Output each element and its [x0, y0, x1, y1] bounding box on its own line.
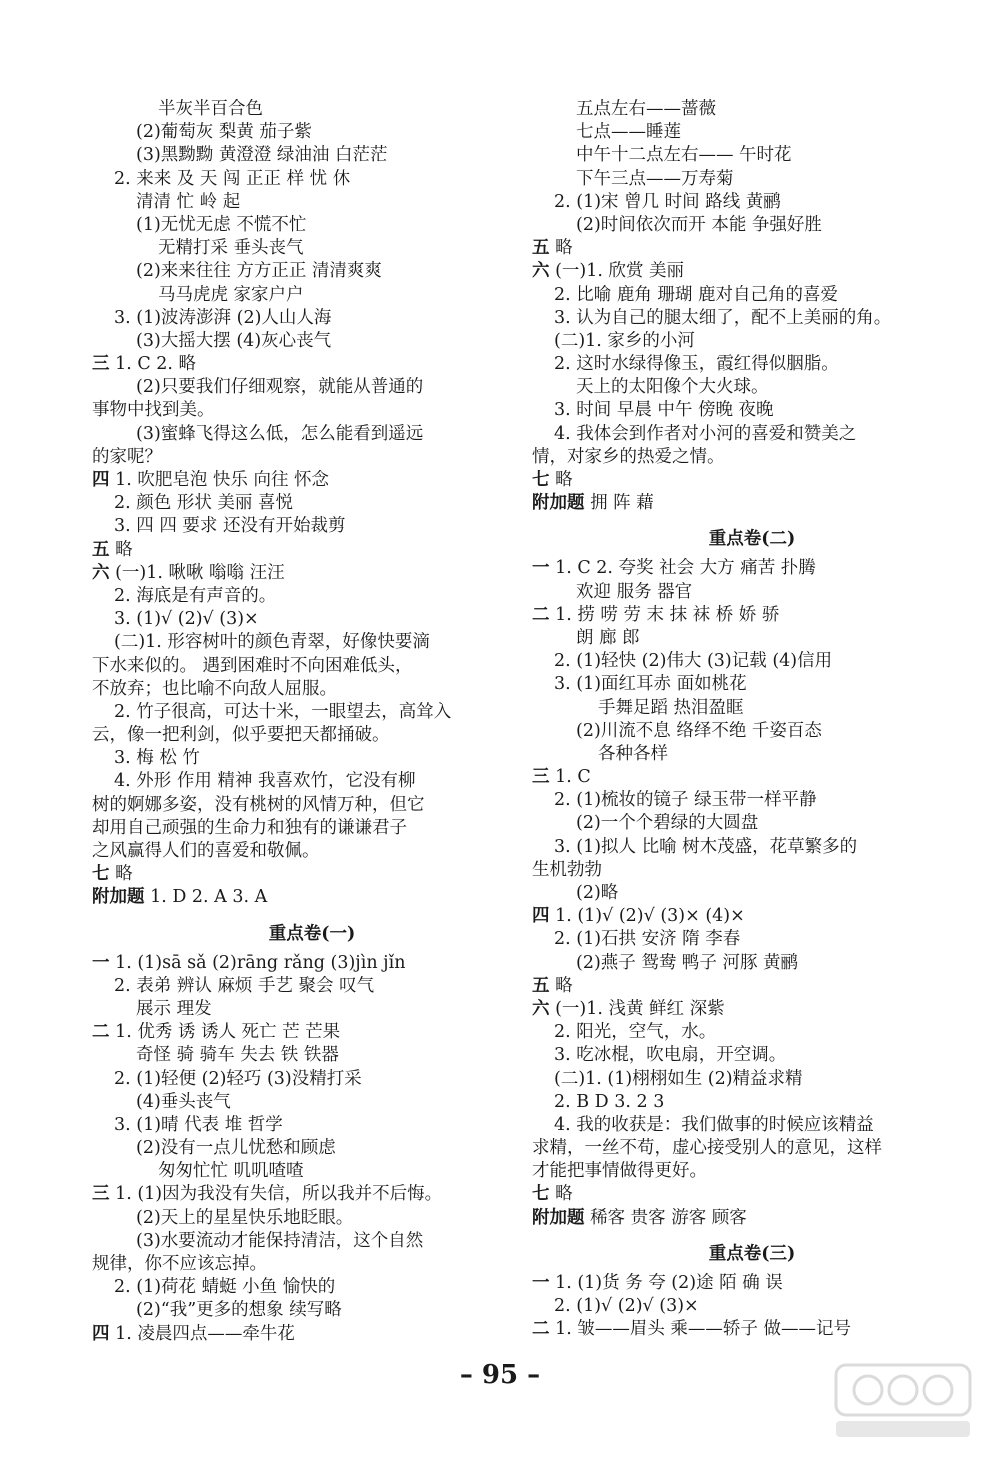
answer-line	[532, 260, 972, 283]
answer-line: 2. 海底是有声音的。	[114, 585, 277, 606]
answer-line	[92, 952, 532, 975]
answer-line: 情，对家乡的热爱之情。	[532, 446, 725, 467]
question-number: 一	[532, 1272, 550, 1293]
answer-line	[532, 1272, 972, 1295]
answer-line: 不放弃；也比喻不向敌人屈服。	[92, 678, 337, 699]
answer-column-right	[532, 98, 972, 1341]
answer-line	[532, 1318, 972, 1341]
answer-text: 1. (1)√ (2)√ (3)× (4)×	[549, 906, 745, 927]
answer-line: (2)只要我们仔细观察，就能从普通的	[136, 377, 424, 398]
question-number: 七	[92, 864, 110, 885]
answer-line: (2)葡萄灰 梨黄 茄子紫	[136, 122, 312, 143]
answer-line	[532, 237, 972, 260]
answer-line: 马马虎虎 家家户户	[158, 284, 304, 305]
answer-text: 1. 皱——眉头 乘——轿子 做——记号	[549, 1319, 851, 1340]
answer-line: 奇怪 骑 骑车 失去 铁 铁器	[136, 1045, 339, 1066]
answer-line: (2)来来往往 方方正正 清清爽爽	[136, 261, 382, 282]
question-number: 附加题	[532, 493, 585, 514]
answer-text: 1. C 2. 夸奖 社会 大方 痛苦 扑腾	[549, 558, 816, 579]
answer-line: 求精，一丝不苟，虚心接受别人的意见，这样	[532, 1138, 882, 1159]
question-number: 三	[92, 354, 110, 375]
answer-line	[92, 539, 532, 562]
answer-line: 3. (1)拟人 比喻 树木茂盛，花草繁多的	[554, 836, 858, 857]
answer-line: 却用自己顽强的生命力和独有的谦谦君子	[92, 817, 407, 838]
answer-line	[532, 1183, 972, 1206]
answer-line: 下水来似的。 遇到困难时不向困难低头，	[92, 655, 413, 676]
answer-line: 2. (1)轻便 (2)轻巧 (3)没精打采	[114, 1068, 362, 1089]
question-number: 三	[92, 1184, 110, 1205]
answer-text: 1. 捞 唠 劳 末 抹 袜 桥 娇 骄	[549, 604, 780, 625]
answer-line: (3)蜜蜂飞得这么低，怎么能看到遥远	[136, 423, 424, 444]
answer-line: 2. 阳光，空气，水。	[554, 1022, 717, 1043]
answer-line: 2. 比喻 鹿角 珊瑚 鹿对自己角的喜爱	[554, 284, 838, 305]
answer-text: 1. (1)因为我没有失信，所以我并不后悔。	[109, 1184, 443, 1205]
answer-line	[532, 604, 972, 627]
answer-line: (2)川流不息 络绎不绝 千姿百态	[576, 720, 822, 741]
question-number: 七	[532, 470, 550, 490]
answer-line: 4. 外形 作用 精神 我喜欢竹，它没有柳	[114, 771, 416, 792]
answer-line: 半灰半百合色	[158, 99, 263, 119]
answer-line: (2)天上的星星快乐地眨眼。	[136, 1207, 354, 1228]
answer-line: 3. (1)面红耳赤 面如桃花	[554, 674, 747, 695]
answer-line: 展示 理发	[136, 998, 212, 1019]
question-number: 五	[532, 975, 550, 996]
answer-line: (2)略	[576, 883, 619, 903]
answer-line: 朗 廊 郎	[576, 627, 640, 648]
answer-line: 生机勃勃	[532, 859, 602, 880]
answer-line	[92, 1323, 532, 1346]
question-number: 四	[92, 470, 110, 490]
answer-line: 事物中找到美。	[92, 400, 215, 421]
answer-line: 2. B D 3. 2 3	[554, 1091, 665, 1112]
question-number: 一	[532, 558, 550, 579]
answer-line: 2. 来来 及 天 闯 正正 样 忧 休	[114, 168, 351, 189]
answer-line: (4)垂头丧气	[136, 1091, 231, 1112]
answer-line: 3. (1)波涛澎湃 (2)人山人海	[114, 307, 332, 328]
answer-line: 2. (1)√ (2)√ (3)×	[554, 1296, 699, 1316]
answer-line: 欢迎 服务 器官	[576, 581, 693, 602]
answer-text: 1. D 2. A 3. A	[144, 887, 268, 908]
answer-line: 3. 梅 松 竹	[114, 748, 200, 769]
answer-line	[532, 492, 972, 515]
answer-line: (二)1. (1)栩栩如生 (2)精益求精	[554, 1068, 803, 1089]
answer-line: 2. (1)荷花 蜻蜓 小鱼 愉快的	[114, 1277, 336, 1298]
answer-text: 1. (1)sā sǎ (2)rāng rǎng (3)jìn jǐn	[109, 952, 406, 973]
answer-line: 4. 我体会到作者对小河的喜爱和赞美之	[554, 423, 857, 444]
answer-line: (3)大摇大摆 (4)灰心丧气	[136, 330, 332, 351]
answer-line: 2. (1)石拱 安济 隋 李春	[554, 929, 741, 950]
answer-line: (2)燕子 鸳鸯 鸭子 河豚 黄鹂	[576, 952, 799, 973]
answer-line	[532, 557, 972, 580]
answer-line	[532, 905, 972, 928]
answer-line: 3. (1)√ (2)√ (3)×	[114, 609, 259, 630]
question-number: 附加题	[532, 1207, 585, 1228]
answer-line: 3. (1)晴 代表 堆 哲学	[114, 1114, 283, 1135]
answer-line	[92, 1021, 532, 1044]
answer-text: (一)1. 欣赏 美丽	[549, 261, 685, 282]
answer-line	[92, 469, 532, 492]
answer-text: 稀客 贵客 游客 顾客	[584, 1207, 747, 1228]
answer-line: 2. 竹子很高，可达十米，一眼望去，高耸入	[114, 701, 452, 722]
question-number: 六	[532, 998, 550, 1019]
answer-line: 规律，你不应该忘掉。	[92, 1254, 267, 1274]
answer-line	[532, 998, 972, 1021]
answer-line: 之风赢得人们的喜爱和敬佩。	[92, 841, 320, 861]
answer-line	[92, 863, 532, 886]
answer-text: 略	[109, 539, 133, 560]
answer-line: 各种各样	[598, 743, 668, 764]
answer-line: (2)一个个碧绿的大圆盘	[576, 813, 759, 834]
answer-line	[92, 562, 532, 585]
answer-line: (二)1. 家乡的小河	[554, 330, 695, 351]
answer-line: 下午三点——万寿菊	[576, 168, 734, 189]
question-number: 二	[92, 1022, 110, 1043]
answer-line	[532, 975, 972, 998]
question-number: 五	[532, 238, 550, 259]
answer-text: 略	[549, 470, 573, 490]
answer-line	[92, 1183, 532, 1206]
question-number: 五	[92, 539, 110, 560]
answer-line: 五点左右——蔷薇	[576, 99, 716, 119]
answer-line	[92, 886, 532, 909]
answer-line	[92, 353, 532, 376]
answer-line: 的家呢？	[92, 446, 162, 467]
answer-line: 3. 认为自己的腿太细了，配不上美丽的角。	[554, 307, 892, 328]
answer-line: 2. (1)梳妆的镜子 绿玉带一样平静	[554, 790, 817, 811]
answer-line	[532, 469, 972, 492]
question-number: 六	[92, 562, 110, 583]
answer-text: 略	[549, 1184, 573, 1205]
answer-line: (3)水要流动才能保持清洁，这个自然	[136, 1230, 424, 1251]
answer-line: 匆匆忙忙 叽叽喳喳	[158, 1161, 304, 1182]
question-number: 四	[532, 906, 550, 927]
answer-text: (一)1. 啾啾 嗡嗡 汪汪	[109, 562, 285, 583]
answer-text: 拥 阵 藉	[584, 493, 654, 514]
answer-text: 略	[549, 975, 573, 996]
answer-text: 1. 凌晨四点——牵牛花	[109, 1323, 295, 1344]
answer-line	[532, 766, 972, 789]
answer-column-left	[92, 98, 532, 1346]
answer-line: 4. 我的收获是：我们做事的时候应该精益	[554, 1114, 874, 1135]
answer-text: (一)1. 浅黄 鲜红 深紫	[549, 998, 725, 1019]
answer-line: 手舞足蹈 热泪盈眶	[598, 697, 744, 718]
answer-text: 1. 吹肥皂泡 快乐 向往 怀念	[109, 470, 330, 490]
answer-text: 略	[549, 238, 573, 259]
answer-line: (二)1. 形容树叶的颜色青翠，好像快要滴	[114, 632, 430, 653]
answer-text: 1. 优秀 诱 诱人 死亡 芒 芒果	[109, 1022, 341, 1043]
question-number: 三	[532, 767, 550, 788]
answer-text: 1. C 2. 略	[109, 354, 197, 375]
answer-line: 2. 颜色 形状 美丽 喜悦	[114, 493, 293, 514]
question-number: 一	[92, 952, 110, 973]
section-heading: 重点卷(三)	[708, 1243, 796, 1264]
answer-text: 1. (1)货 务 夸 (2)途 陌 确 误	[549, 1272, 783, 1293]
answer-line: (2)时间依次而开 本能 争强好胜	[576, 214, 822, 235]
answer-line: (2)“我”更多的想象 续写略	[136, 1300, 342, 1321]
answer-line: (3)黑黝黝 黄澄澄 绿油油 白茫茫	[136, 145, 388, 166]
answer-line: 才能把事情做得更好。	[532, 1161, 707, 1182]
answer-line: 3. 四 四 要求 还没有开始裁剪	[114, 516, 346, 537]
answer-line: 2. (1)轻快 (2)伟大 (3)记载 (4)信用	[554, 651, 833, 672]
answer-line: 3. 吃冰棍，吹电扇，开空调。	[554, 1045, 787, 1066]
question-number: 二	[532, 604, 550, 625]
question-number: 四	[92, 1323, 110, 1344]
answer-line: 树的婀娜多姿，没有桃树的风情万种，但它	[92, 794, 425, 815]
answer-line: 3. 时间 早晨 中午 傍晚 夜晚	[554, 400, 774, 421]
answer-line: 2. (1)宋 曾几 时间 路线 黄鹂	[554, 191, 781, 212]
answer-line: 天上的太阳像个大火球。	[576, 377, 769, 398]
answer-line: 七点——睡莲	[576, 122, 681, 143]
answer-line: (1)无忧无虑 不慌不忙	[136, 214, 307, 235]
answer-text: 略	[109, 864, 133, 885]
mxqe-watermark-logo	[828, 1357, 978, 1447]
question-number: 七	[532, 1184, 550, 1205]
question-number: 二	[532, 1319, 550, 1340]
answer-line: 2. 这时水绿得像玉，霞红得似胭脂。	[554, 354, 839, 375]
answer-line: 2. 表弟 辨认 麻烦 手艺 聚会 叹气	[114, 975, 375, 996]
answer-line: 中午十二点左右—— 午时花	[576, 145, 792, 166]
answer-text: 1. C	[549, 767, 591, 788]
answer-line: 无精打采 垂头丧气	[158, 238, 304, 259]
question-number: 六	[532, 261, 550, 282]
answer-line: 云，像一把利剑，似乎要把天都捅破。	[92, 725, 390, 746]
section-heading: 重点卷(二)	[708, 529, 796, 550]
answer-line: (2)没有一点儿忧愁和顾虑	[136, 1138, 336, 1159]
question-number: 附加题	[92, 887, 145, 908]
page-number: – 95 –	[459, 1360, 541, 1390]
section-heading: 重点卷(一)	[268, 923, 356, 944]
answer-line: 清清 忙 岭 起	[136, 191, 241, 212]
answer-line	[532, 1207, 972, 1230]
